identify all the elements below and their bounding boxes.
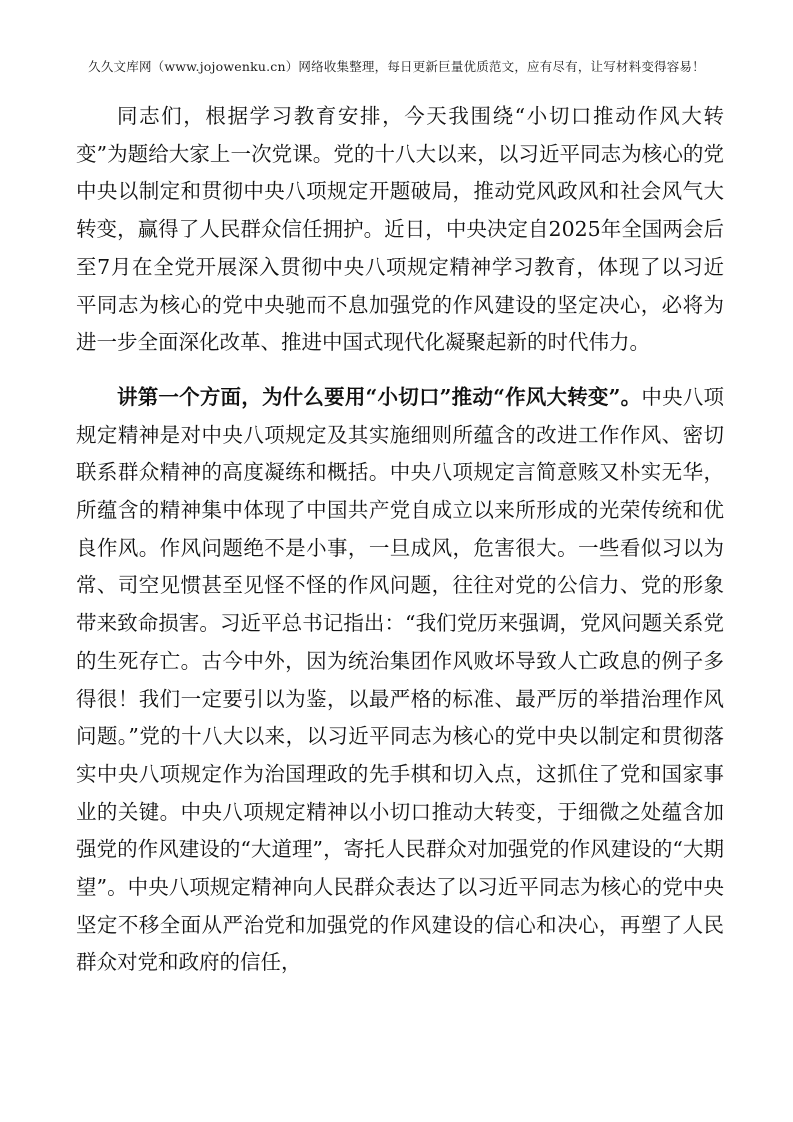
section-one-heading: 讲第一个方面，为什么要用“小切口”推动“作风大转变”。 — [117, 384, 642, 409]
document-body — [76, 98, 724, 982]
paragraph-intro — [76, 98, 724, 362]
paragraph-intro-text: 同志们，根据学习教育安排，今天我围绕“小切口推动作风大转变”为题给大家上一次党课。党的十八大以来，以习近平同志为核心的党中央以制定和贯彻中央八项规定开题破局，推动党风政风和社会风气大转变，赢得了人民群众信任拥护。近日，中央决定自2025年全国两会后至7月在全党开展深入贯彻中央八项规定精神学习教育，体现了以习近平同志为核心的党中央驰而不息加强党的作风建设的坚定决心，必将为进一步全面深化改革、推进中国式现代化凝聚起新的时代伟力。 — [76, 104, 724, 355]
paragraph-section-one — [76, 379, 724, 982]
paragraph-section-one-text: 中央八项规定精神是对中央八项规定及其实施细则所蕴含的改进工作作风、密切联系群众精神的高度凝练和概括。中央八项规定言简意赅又朴实无华，所蕴含的精神集中体现了中国共产党自成立以来所形成的光荣传统和优良作风。作风问题绝不是小事，一旦成风，危害很大。一些看似习以为常、司空见惯甚至见怪不怪的作风问题，往往对党的公信力、党的形象带来致命损害。习近平总书记指出：“我们党历来强调，党风问题关系党的生死存亡。古今中外，因为统治集团作风败坏导致人亡政息的例子多得很！我们一定要引以为鉴，以最严格的标准、最严厉的举措治理作风问题。”党的十八大以来，以习近平同志为核心的党中央以制定和贯彻落实中央八项规定作为治国理政的先手棋和切入点，这抓住了党和国家事业的关键。中央八项规定精神以小切口推动大转变，于细微之处蕴含加强党的作风建设的“大道理”，寄托人民群众对加强党的作风建设的“大期望”。中央八项规定精神向人民群众表达了以习近平同志为核心的党中央坚定不移全面从严治党和加强党的作风建设的信心和决心，再塑了人民群众对党和政府的信任， — [76, 384, 725, 975]
page-header: 久久文库网（www.jojowenku.cn）网络收集整理，每日更新巨量优质范文，应有尽有，让写材料变得容易！ — [88, 59, 705, 74]
